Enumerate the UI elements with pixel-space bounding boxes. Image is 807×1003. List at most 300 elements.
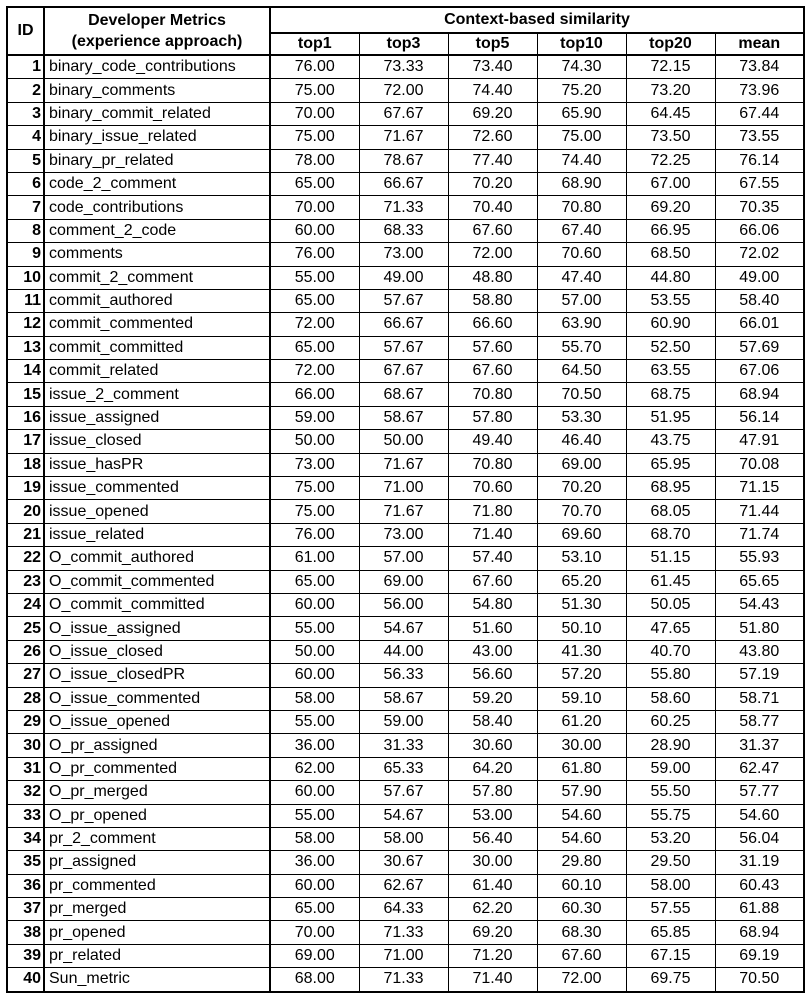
value-cell-top1: 76.00 xyxy=(270,243,359,266)
value-cell-top5: 67.60 xyxy=(448,360,537,383)
value-cell-top10: 57.00 xyxy=(537,289,626,312)
table-row xyxy=(7,219,804,242)
value-cell-top10: 75.20 xyxy=(537,79,626,102)
row-id: 34 xyxy=(7,827,44,850)
table-row xyxy=(7,640,804,663)
value-cell-top20: 55.80 xyxy=(626,664,715,687)
value-cell-top10: 70.50 xyxy=(537,383,626,406)
value-cell-top5: 43.00 xyxy=(448,640,537,663)
value-cell-mean: 71.44 xyxy=(715,500,804,523)
value-cell-mean: 70.50 xyxy=(715,968,804,992)
value-cell-top10: 70.60 xyxy=(537,243,626,266)
row-id: 40 xyxy=(7,968,44,992)
metric-name: code_2_comment xyxy=(44,172,270,195)
metric-name: issue_assigned xyxy=(44,406,270,429)
value-cell-top5: 53.00 xyxy=(448,804,537,827)
value-cell-top20: 72.15 xyxy=(626,55,715,79)
table-row xyxy=(7,781,804,804)
value-cell-mean: 31.19 xyxy=(715,851,804,874)
row-id: 11 xyxy=(7,289,44,312)
table-row xyxy=(7,921,804,944)
value-cell-top20: 43.75 xyxy=(626,430,715,453)
value-cell-top1: 55.00 xyxy=(270,266,359,289)
metric-name: binary_issue_related xyxy=(44,126,270,149)
value-cell-mean: 61.88 xyxy=(715,898,804,921)
metric-name: comment_2_code xyxy=(44,219,270,242)
table-header xyxy=(7,7,804,55)
value-cell-top5: 77.40 xyxy=(448,149,537,172)
row-id: 19 xyxy=(7,477,44,500)
value-cell-mean: 73.96 xyxy=(715,79,804,102)
value-cell-top1: 65.00 xyxy=(270,172,359,195)
row-id: 39 xyxy=(7,944,44,967)
value-cell-top1: 60.00 xyxy=(270,664,359,687)
value-cell-top5: 57.60 xyxy=(448,336,537,359)
value-cell-mean: 57.69 xyxy=(715,336,804,359)
table-row xyxy=(7,898,804,921)
value-cell-top10: 65.90 xyxy=(537,102,626,125)
value-cell-top3: 54.67 xyxy=(359,617,448,640)
value-cell-top5: 72.00 xyxy=(448,243,537,266)
value-cell-mean: 57.77 xyxy=(715,781,804,804)
value-cell-top10: 70.80 xyxy=(537,196,626,219)
value-cell-top1: 69.00 xyxy=(270,944,359,967)
value-cell-mean: 67.44 xyxy=(715,102,804,125)
value-cell-top5: 56.40 xyxy=(448,827,537,850)
table-row xyxy=(7,55,804,79)
value-cell-top5: 70.60 xyxy=(448,477,537,500)
value-cell-top10: 74.30 xyxy=(537,55,626,79)
value-cell-top20: 64.45 xyxy=(626,102,715,125)
value-cell-top3: 56.33 xyxy=(359,664,448,687)
metric-header-line2: (experience approach) xyxy=(71,33,243,50)
value-cell-top5: 57.80 xyxy=(448,406,537,429)
table-row xyxy=(7,804,804,827)
value-cell-top5: 69.20 xyxy=(448,921,537,944)
value-cell-top20: 53.55 xyxy=(626,289,715,312)
value-cell-top20: 51.95 xyxy=(626,406,715,429)
value-cell-top10: 69.00 xyxy=(537,453,626,476)
value-cell-top5: 73.40 xyxy=(448,55,537,79)
value-cell-top3: 78.67 xyxy=(359,149,448,172)
row-id: 21 xyxy=(7,523,44,546)
metric-name: pr_related xyxy=(44,944,270,967)
column-header-mean: mean xyxy=(715,33,804,55)
value-cell-top5: 62.20 xyxy=(448,898,537,921)
table-row xyxy=(7,383,804,406)
table-row xyxy=(7,336,804,359)
value-cell-top1: 65.00 xyxy=(270,336,359,359)
column-header-top1: top1 xyxy=(270,33,359,55)
value-cell-top1: 58.00 xyxy=(270,827,359,850)
value-cell-top1: 61.00 xyxy=(270,547,359,570)
value-cell-mean: 71.15 xyxy=(715,477,804,500)
value-cell-top5: 59.20 xyxy=(448,687,537,710)
table-row xyxy=(7,196,804,219)
value-cell-top10: 29.80 xyxy=(537,851,626,874)
table-row xyxy=(7,430,804,453)
value-cell-top1: 55.00 xyxy=(270,804,359,827)
value-cell-top20: 44.80 xyxy=(626,266,715,289)
value-cell-top10: 30.00 xyxy=(537,734,626,757)
value-cell-top20: 68.75 xyxy=(626,383,715,406)
value-cell-top1: 55.00 xyxy=(270,710,359,733)
value-cell-mean: 67.06 xyxy=(715,360,804,383)
value-cell-top20: 68.50 xyxy=(626,243,715,266)
value-cell-top10: 50.10 xyxy=(537,617,626,640)
table-row xyxy=(7,710,804,733)
row-id: 33 xyxy=(7,804,44,827)
value-cell-top10: 57.90 xyxy=(537,781,626,804)
value-cell-top20: 59.00 xyxy=(626,757,715,780)
value-cell-top10: 70.20 xyxy=(537,477,626,500)
value-cell-top3: 69.00 xyxy=(359,570,448,593)
table-row xyxy=(7,172,804,195)
row-id: 25 xyxy=(7,617,44,640)
value-cell-top5: 70.80 xyxy=(448,383,537,406)
value-cell-mean: 66.06 xyxy=(715,219,804,242)
value-cell-mean: 70.08 xyxy=(715,453,804,476)
value-cell-top3: 66.67 xyxy=(359,313,448,336)
table-row xyxy=(7,617,804,640)
value-cell-top1: 50.00 xyxy=(270,640,359,663)
metric-name: binary_comments xyxy=(44,79,270,102)
row-id: 31 xyxy=(7,757,44,780)
metric-name: O_commit_committed xyxy=(44,593,270,616)
value-cell-top20: 67.15 xyxy=(626,944,715,967)
value-cell-top1: 58.00 xyxy=(270,687,359,710)
table-container xyxy=(6,6,805,993)
value-cell-top3: 57.67 xyxy=(359,336,448,359)
metric-name: issue_2_comment xyxy=(44,383,270,406)
value-cell-top5: 61.40 xyxy=(448,874,537,897)
row-id: 7 xyxy=(7,196,44,219)
value-cell-top20: 72.25 xyxy=(626,149,715,172)
value-cell-mean: 73.55 xyxy=(715,126,804,149)
value-cell-top3: 58.67 xyxy=(359,687,448,710)
value-cell-top10: 60.30 xyxy=(537,898,626,921)
value-cell-top10: 53.30 xyxy=(537,406,626,429)
row-id: 13 xyxy=(7,336,44,359)
value-cell-top10: 68.30 xyxy=(537,921,626,944)
metric-name: O_issue_commented xyxy=(44,687,270,710)
value-cell-top3: 71.67 xyxy=(359,500,448,523)
value-cell-top3: 57.67 xyxy=(359,781,448,804)
metric-name: issue_opened xyxy=(44,500,270,523)
metric-name: issue_related xyxy=(44,523,270,546)
value-cell-top20: 69.75 xyxy=(626,968,715,992)
value-cell-top5: 71.80 xyxy=(448,500,537,523)
metric-name: commit_committed xyxy=(44,336,270,359)
value-cell-top1: 72.00 xyxy=(270,313,359,336)
value-cell-top5: 72.60 xyxy=(448,126,537,149)
table-row xyxy=(7,149,804,172)
value-cell-mean: 51.80 xyxy=(715,617,804,640)
value-cell-top5: 30.00 xyxy=(448,851,537,874)
value-cell-top20: 57.55 xyxy=(626,898,715,921)
value-cell-top10: 46.40 xyxy=(537,430,626,453)
table-row xyxy=(7,289,804,312)
value-cell-top5: 30.60 xyxy=(448,734,537,757)
value-cell-top20: 61.45 xyxy=(626,570,715,593)
value-cell-top3: 58.67 xyxy=(359,406,448,429)
metric-column-header xyxy=(44,7,270,55)
value-cell-top10: 75.00 xyxy=(537,126,626,149)
table-row xyxy=(7,477,804,500)
metric-name: O_pr_merged xyxy=(44,781,270,804)
value-cell-top10: 54.60 xyxy=(537,827,626,850)
value-cell-top10: 55.70 xyxy=(537,336,626,359)
value-cell-top1: 60.00 xyxy=(270,874,359,897)
value-cell-top20: 65.95 xyxy=(626,453,715,476)
metric-name: O_commit_authored xyxy=(44,547,270,570)
value-cell-top3: 71.00 xyxy=(359,477,448,500)
metric-name: pr_assigned xyxy=(44,851,270,874)
column-header-top10: top10 xyxy=(537,33,626,55)
value-cell-mean: 47.91 xyxy=(715,430,804,453)
value-cell-top3: 73.00 xyxy=(359,523,448,546)
value-cell-top10: 61.20 xyxy=(537,710,626,733)
group-header: Context-based similarity xyxy=(270,7,804,33)
value-cell-top1: 55.00 xyxy=(270,617,359,640)
value-cell-top5: 66.60 xyxy=(448,313,537,336)
value-cell-top1: 73.00 xyxy=(270,453,359,476)
value-cell-top10: 47.40 xyxy=(537,266,626,289)
value-cell-top1: 68.00 xyxy=(270,968,359,992)
value-cell-top20: 67.00 xyxy=(626,172,715,195)
value-cell-top3: 56.00 xyxy=(359,593,448,616)
value-cell-top5: 48.80 xyxy=(448,266,537,289)
value-cell-top10: 74.40 xyxy=(537,149,626,172)
row-id: 1 xyxy=(7,55,44,79)
value-cell-top5: 69.20 xyxy=(448,102,537,125)
value-cell-top3: 71.33 xyxy=(359,196,448,219)
row-id: 2 xyxy=(7,79,44,102)
value-cell-top1: 60.00 xyxy=(270,781,359,804)
row-id: 36 xyxy=(7,874,44,897)
table-row xyxy=(7,547,804,570)
metric-name: O_issue_assigned xyxy=(44,617,270,640)
value-cell-top20: 73.20 xyxy=(626,79,715,102)
value-cell-top5: 71.40 xyxy=(448,523,537,546)
column-header-top20: top20 xyxy=(626,33,715,55)
value-cell-mean: 66.01 xyxy=(715,313,804,336)
value-cell-top5: 57.80 xyxy=(448,781,537,804)
value-cell-top3: 30.67 xyxy=(359,851,448,874)
value-cell-mean: 57.19 xyxy=(715,664,804,687)
value-cell-top1: 65.00 xyxy=(270,570,359,593)
value-cell-top5: 49.40 xyxy=(448,430,537,453)
metric-name: binary_pr_related xyxy=(44,149,270,172)
table-row xyxy=(7,266,804,289)
value-cell-mean: 73.84 xyxy=(715,55,804,79)
value-cell-top3: 50.00 xyxy=(359,430,448,453)
value-cell-top3: 71.33 xyxy=(359,921,448,944)
value-cell-top5: 56.60 xyxy=(448,664,537,687)
metric-name: O_pr_opened xyxy=(44,804,270,827)
value-cell-mean: 58.77 xyxy=(715,710,804,733)
value-cell-mean: 54.43 xyxy=(715,593,804,616)
table-row xyxy=(7,243,804,266)
row-id: 37 xyxy=(7,898,44,921)
value-cell-mean: 43.80 xyxy=(715,640,804,663)
value-cell-top20: 68.95 xyxy=(626,477,715,500)
value-cell-top20: 52.50 xyxy=(626,336,715,359)
value-cell-top5: 70.80 xyxy=(448,453,537,476)
value-cell-top3: 67.67 xyxy=(359,102,448,125)
metric-name: pr_2_comment xyxy=(44,827,270,850)
metric-name: comments xyxy=(44,243,270,266)
row-id: 23 xyxy=(7,570,44,593)
row-id: 27 xyxy=(7,664,44,687)
value-cell-top5: 70.20 xyxy=(448,172,537,195)
value-cell-top3: 58.00 xyxy=(359,827,448,850)
value-cell-top10: 68.90 xyxy=(537,172,626,195)
value-cell-top10: 65.20 xyxy=(537,570,626,593)
value-cell-mean: 54.60 xyxy=(715,804,804,827)
value-cell-top1: 70.00 xyxy=(270,196,359,219)
value-cell-top1: 62.00 xyxy=(270,757,359,780)
value-cell-top5: 58.40 xyxy=(448,710,537,733)
value-cell-top20: 68.70 xyxy=(626,523,715,546)
value-cell-top1: 65.00 xyxy=(270,289,359,312)
value-cell-top1: 66.00 xyxy=(270,383,359,406)
table-body xyxy=(7,55,804,992)
value-cell-top10: 67.60 xyxy=(537,944,626,967)
value-cell-top20: 50.05 xyxy=(626,593,715,616)
table-row xyxy=(7,313,804,336)
value-cell-top5: 51.60 xyxy=(448,617,537,640)
value-cell-top20: 66.95 xyxy=(626,219,715,242)
value-cell-mean: 69.19 xyxy=(715,944,804,967)
row-id: 14 xyxy=(7,360,44,383)
value-cell-top1: 59.00 xyxy=(270,406,359,429)
row-id: 32 xyxy=(7,781,44,804)
metric-name: commit_commented xyxy=(44,313,270,336)
column-header-top5: top5 xyxy=(448,33,537,55)
value-cell-top3: 62.67 xyxy=(359,874,448,897)
value-cell-top20: 60.25 xyxy=(626,710,715,733)
row-id: 28 xyxy=(7,687,44,710)
value-cell-top10: 57.20 xyxy=(537,664,626,687)
value-cell-top5: 67.60 xyxy=(448,219,537,242)
row-id: 15 xyxy=(7,383,44,406)
value-cell-top3: 71.00 xyxy=(359,944,448,967)
value-cell-mean: 68.94 xyxy=(715,921,804,944)
table-row xyxy=(7,944,804,967)
row-id: 24 xyxy=(7,593,44,616)
row-id: 9 xyxy=(7,243,44,266)
value-cell-top3: 67.67 xyxy=(359,360,448,383)
table-row xyxy=(7,570,804,593)
value-cell-top5: 54.80 xyxy=(448,593,537,616)
value-cell-mean: 72.02 xyxy=(715,243,804,266)
table-row xyxy=(7,102,804,125)
table-row xyxy=(7,874,804,897)
table-row xyxy=(7,687,804,710)
table-row xyxy=(7,126,804,149)
value-cell-top20: 69.20 xyxy=(626,196,715,219)
row-id: 5 xyxy=(7,149,44,172)
value-cell-top20: 40.70 xyxy=(626,640,715,663)
value-cell-top3: 66.67 xyxy=(359,172,448,195)
value-cell-top3: 68.33 xyxy=(359,219,448,242)
value-cell-top3: 57.00 xyxy=(359,547,448,570)
value-cell-top20: 51.15 xyxy=(626,547,715,570)
row-id: 17 xyxy=(7,430,44,453)
row-id: 12 xyxy=(7,313,44,336)
row-id: 3 xyxy=(7,102,44,125)
value-cell-top10: 72.00 xyxy=(537,968,626,992)
value-cell-top10: 69.60 xyxy=(537,523,626,546)
column-header-top3: top3 xyxy=(359,33,448,55)
value-cell-mean: 31.37 xyxy=(715,734,804,757)
metric-name: binary_code_contributions xyxy=(44,55,270,79)
metric-name: O_pr_commented xyxy=(44,757,270,780)
table-row xyxy=(7,851,804,874)
value-cell-mean: 55.93 xyxy=(715,547,804,570)
metric-name: O_issue_closedPR xyxy=(44,664,270,687)
value-cell-top3: 44.00 xyxy=(359,640,448,663)
value-cell-mean: 65.65 xyxy=(715,570,804,593)
metric-name: pr_commented xyxy=(44,874,270,897)
metric-name: commit_authored xyxy=(44,289,270,312)
table-row xyxy=(7,593,804,616)
metric-name: O_issue_closed xyxy=(44,640,270,663)
value-cell-top3: 73.33 xyxy=(359,55,448,79)
value-cell-mean: 68.94 xyxy=(715,383,804,406)
table-row xyxy=(7,968,804,992)
value-cell-top10: 53.10 xyxy=(537,547,626,570)
value-cell-mean: 58.40 xyxy=(715,289,804,312)
value-cell-mean: 70.35 xyxy=(715,196,804,219)
value-cell-top10: 41.30 xyxy=(537,640,626,663)
metric-name: O_commit_commented xyxy=(44,570,270,593)
value-cell-top3: 71.67 xyxy=(359,453,448,476)
table-row xyxy=(7,406,804,429)
value-cell-top3: 31.33 xyxy=(359,734,448,757)
value-cell-top10: 63.90 xyxy=(537,313,626,336)
value-cell-top10: 51.30 xyxy=(537,593,626,616)
value-cell-top3: 54.67 xyxy=(359,804,448,827)
metric-name: code_contributions xyxy=(44,196,270,219)
table-row xyxy=(7,827,804,850)
value-cell-top20: 29.50 xyxy=(626,851,715,874)
value-cell-top10: 67.40 xyxy=(537,219,626,242)
metric-name: commit_2_comment xyxy=(44,266,270,289)
row-id: 4 xyxy=(7,126,44,149)
value-cell-mean: 62.47 xyxy=(715,757,804,780)
table-row xyxy=(7,360,804,383)
metric-name: commit_related xyxy=(44,360,270,383)
value-cell-top20: 28.90 xyxy=(626,734,715,757)
value-cell-top10: 54.60 xyxy=(537,804,626,827)
table-row xyxy=(7,500,804,523)
value-cell-top1: 72.00 xyxy=(270,360,359,383)
value-cell-top3: 64.33 xyxy=(359,898,448,921)
metrics-table xyxy=(6,6,805,993)
row-id: 22 xyxy=(7,547,44,570)
metric-name: pr_opened xyxy=(44,921,270,944)
value-cell-top1: 75.00 xyxy=(270,477,359,500)
value-cell-top10: 60.10 xyxy=(537,874,626,897)
metric-name: O_pr_assigned xyxy=(44,734,270,757)
value-cell-top1: 60.00 xyxy=(270,593,359,616)
value-cell-top20: 55.75 xyxy=(626,804,715,827)
row-id: 30 xyxy=(7,734,44,757)
value-cell-top3: 71.33 xyxy=(359,968,448,992)
metric-name: issue_commented xyxy=(44,477,270,500)
